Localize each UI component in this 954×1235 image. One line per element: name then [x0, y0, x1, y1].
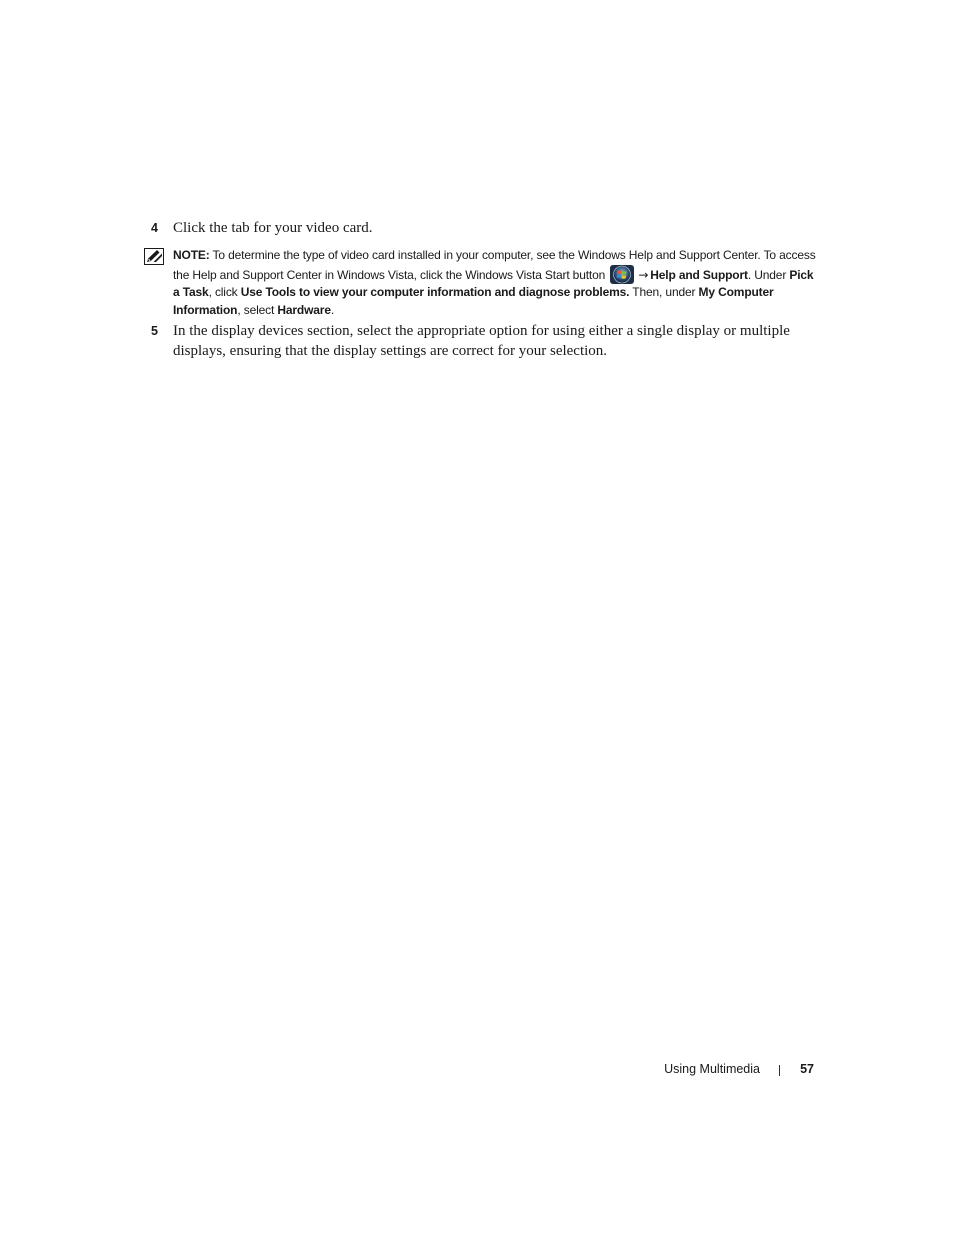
note-text-part: To determine the type of video card installed in your computer, see the Windows Help and Support Center. To access the Help and Support Center in Windows Vista, click the Windows Vista Start button: [173, 248, 816, 282]
pick-a-task-label: Pick a Task: [173, 267, 814, 299]
footer-section-title: Using Multimedia: [664, 1062, 760, 1076]
page-number: 57: [800, 1062, 814, 1076]
step-text: In the display devices section, select the appropriate option for using either a single display or multiple displays, ensuring that the display settings are correct for your selection.: [173, 323, 790, 359]
step-4: [151, 219, 816, 239]
footer-divider: [779, 1065, 780, 1076]
step-number: 4: [151, 221, 158, 235]
note-text-part: . Under: [747, 267, 790, 282]
note-label: NOTE:: [173, 248, 210, 262]
step-number: 5: [151, 324, 158, 338]
note-text-part: Then, under: [629, 285, 699, 299]
step-5: [151, 322, 816, 361]
note-text-part: , select: [237, 302, 278, 317]
note-block: [144, 247, 819, 319]
my-computer-information-label: My Computer Information: [173, 285, 774, 317]
pencil-note-icon: [144, 248, 164, 265]
help-and-support-label: Help and Support: [650, 267, 748, 282]
hardware-label: Hardware: [277, 302, 331, 317]
note-text-part: , click: [208, 285, 241, 299]
arrow-glyph: →: [638, 267, 649, 282]
note-text: [173, 247, 819, 319]
page-footer: [600, 1062, 814, 1080]
windows-vista-start-icon: [610, 265, 634, 284]
note-text-part: .: [330, 302, 335, 317]
step-text: Click the tab for your video card.: [173, 220, 373, 236]
use-tools-label: Use Tools to view your computer information and diagnose problems.: [240, 285, 630, 299]
